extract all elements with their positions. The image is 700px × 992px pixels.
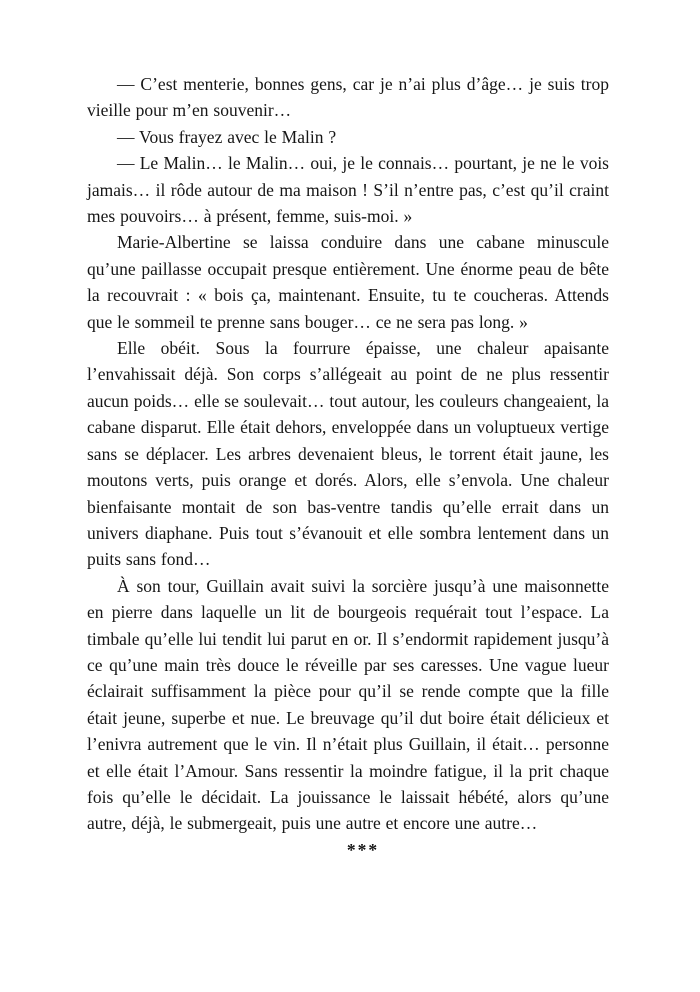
section-separator: *** [346,839,380,860]
paragraph-dialogue-1: — C’est menterie, bonnes gens, car je n’ai plus d’âge… je suis trop vieille pour m’en souvenir… [87,74,609,121]
page-text-block [87,71,609,863]
paragraph-narration-3: À son tour, Guillain avait suivi la sorcière jusqu’à une maisonnette en pierre dans laquelle un lit de bourgeois requérait tout l’espace. La timbale qu’elle lui tendit lui parut en or. Il s’endormit rapidement jusqu’à ce qu’une main très douce le réveille par ses caresses. Une vague lueur éclairait suffisamment la pièce pour qu’il se rende compte que la fille était jeune, superbe et nue. Le breuvage qu’il dut boire était délicieux et l’enivra autrement que le vin. Il n’était plus Guillain, il était… personne et elle était l’Amour. Sans ressentir la moindre fatigue, il la prit chaque fois qu’elle le décidait. La jouissance le laissait hébété, alors qu’une autre, déjà, le submergeait, puis une autre et encore une autre… [87,575,609,834]
paragraph-dialogue-2: — Vous frayez avec le Malin ? [117,126,337,147]
paragraph-narration-1: Marie-Albertine se laissa conduire dans une cabane minuscule qu’une paillasse occupait presque entièrement. Une énorme peau de bête la recouvrait : « bois ça, maintenant. Ensuite, tu te coucheras. Attends que le sommeil te prenne sans bouger… ce ne sera pas long. » [87,232,609,332]
paragraph-dialogue-3: — Le Malin… le Malin… oui, je le connais… pourtant, je ne le vois jamais… il rôde autour de ma maison ! S’il n’entre pas, c’est qu’il craint mes pouvoirs… à présent, femme, suis-moi. » [87,153,609,227]
paragraph-narration-2: Elle obéit. Sous la fourrure épaisse, une chaleur apaisante l’envahissait déjà. Son corps s’allégeait au point de ne plus ressentir aucun poids… elle se soulevait… tout autour, les couleurs changeaient, la cabane disparut. Elle était dehors, enveloppée dans un voluptueux vertige sans se déplacer. Les arbres devenaient bleus, le torrent était jaune, les moutons verts, puis orange et dorés. Alors, elle s’envola. Une chaleur bienfaisante montait de son bas-ventre tandis qu’elle errait dans un univers diaphane. Puis tout s’évanouit et elle sombra lentement dans un puits sans fond… [87,338,609,570]
